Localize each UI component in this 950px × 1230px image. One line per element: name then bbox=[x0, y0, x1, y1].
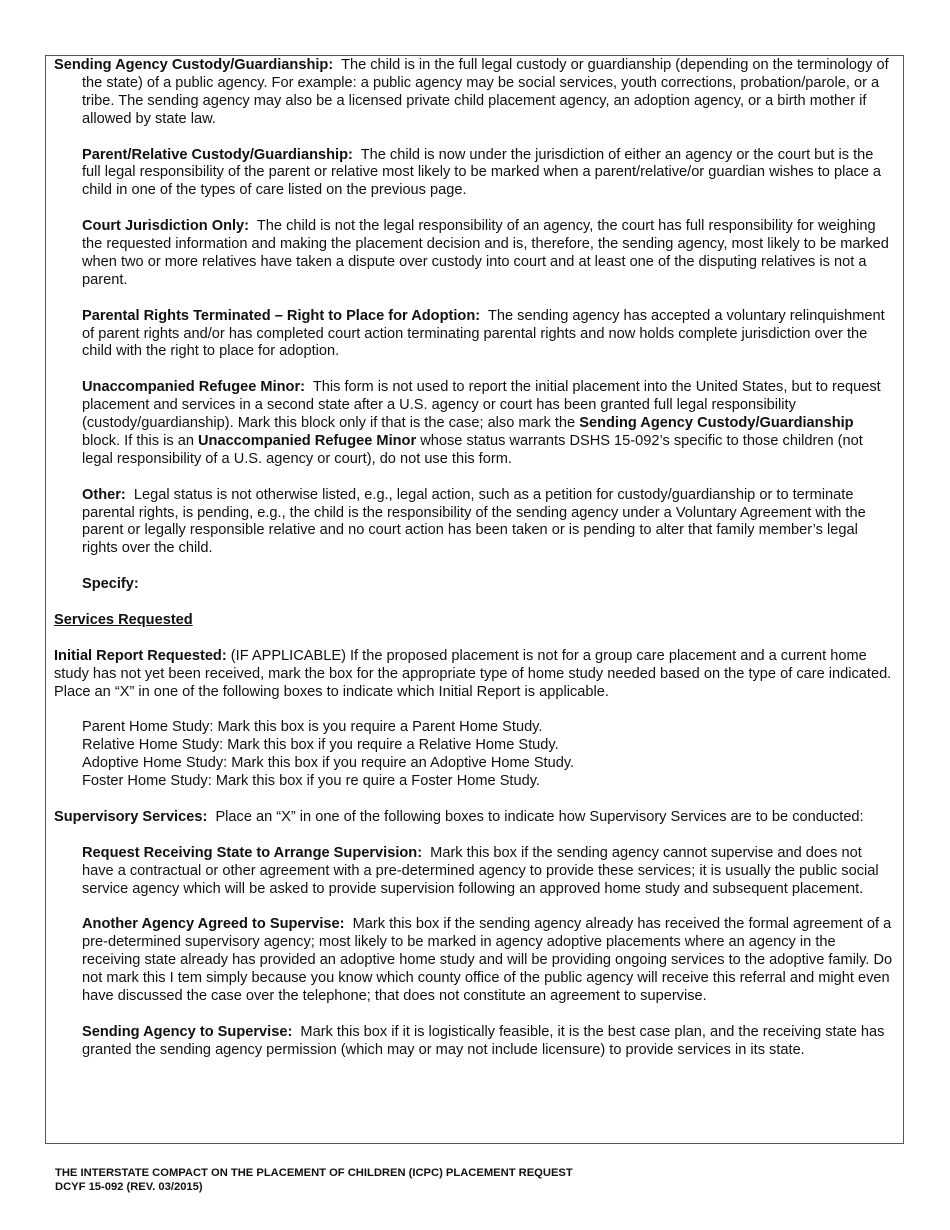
other-paragraph bbox=[82, 487, 894, 559]
specify-line bbox=[82, 576, 894, 594]
home-study-list bbox=[82, 719, 894, 791]
other-text: Legal status is not otherwise listed, e.g., legal action, such as a petition for custody/guardianship or to terminate parental rights, is pending, e.g., the child is the responsibility of the sending agency under a Voluntary Agreement with the parent or legally responsible relative and no court action has been taken or is pending to alter that family member’s legal rights over the child. bbox=[82, 486, 866, 557]
parental-rights-text: The sending agency has accepted a voluntary relinquishment of parent rights and/or has completed court action terminating parental rights and now holds complete jurisdiction over the child with the right to place for adoption. bbox=[82, 307, 885, 360]
home-study-item: Foster Home Study: Mark this box if you re quire a Foster Home Study. bbox=[82, 773, 540, 790]
refugee-text-c: whose status warrants DSHS 15-092’s specific to those children (not legal responsibility of a U.S. agency or court), do not use this form. bbox=[82, 432, 863, 467]
refugee-title: Unaccompanied Refugee Minor: bbox=[82, 379, 305, 396]
sending-agency-text: The child is in the full legal custody or guardianship (depending on the terminology of the state) of a public agency. For example: a public agency may be social services, youth corrections, probation/parole, or a tribe. The sending agency may also be a licensed private child placement agency, an adoption agency, or a birth mother if allowed by state law. bbox=[82, 57, 889, 127]
request-receiving-title: Request Receiving State to Arrange Supervision: bbox=[82, 844, 423, 861]
supervisory-paragraph bbox=[54, 809, 894, 827]
court-jurisdiction-title: Court Jurisdiction Only: bbox=[82, 218, 250, 235]
refugee-text-b: block. If this is an bbox=[82, 432, 194, 449]
refugee-bold-a: Sending Agency Custody/Guardianship bbox=[579, 415, 854, 432]
parental-rights-title: Parental Rights Terminated – Right to Place for Adoption: bbox=[82, 307, 481, 324]
sending-agency-paragraph bbox=[54, 57, 894, 129]
another-agency-text: Mark this box if the sending agency already has received the formal agreement of a pre-determined supervisory agency; most likely to be marked in agency adoptive placements where an agency in the receiving state already has provided an adoptive home study and will be providing ongoing services to the adoptive family. Do not mark this I tem simply because you know which county office of the public agency will receive this referral and might even have discussed the case over the telephone; that does not constitute an agreement to supervise. bbox=[82, 916, 893, 1004]
sending-supervise-text: Mark this box if it is logistically feasible, it is the best case plan, and the receiving state has granted the sending agency permission (which may or may not include licensure) to provide services in its state. bbox=[82, 1023, 885, 1058]
footer-form-title: THE INTERSTATE COMPACT ON THE PLACEMENT OF CHILDREN (ICPC) PLACEMENT REQUEST bbox=[55, 1167, 573, 1179]
initial-report-text: (IF APPLICABLE) If the proposed placement is not for a group care placement and a current home study has not yet been received, mark the box for the appropriate type of home study needed based on the type of care indicated. Place an “X” in one of the following boxes to indicate which Initial Report is applicable. bbox=[54, 647, 892, 700]
sending-agency-title: Sending Agency Custody/Guardianship: bbox=[54, 57, 334, 73]
parental-rights-paragraph bbox=[82, 308, 894, 362]
parent-relative-title: Parent/Relative Custody/Guardianship: bbox=[82, 146, 353, 163]
refugee-bold-b: Unaccompanied Refugee Minor bbox=[198, 432, 417, 449]
supervisory-title: Supervisory Services: bbox=[54, 808, 208, 825]
home-study-item: Adoptive Home Study: Mark this box if you require an Adoptive Home Study. bbox=[82, 755, 575, 772]
page-footer bbox=[55, 1166, 573, 1194]
refugee-text-a: This form is not used to report the initial placement into the United States, but to request placement and services in a second state after a U.S. agency or court has been granted full legal responsibility (custody/guardianship). Mark this block only if that is the case; also mark the bbox=[82, 379, 881, 432]
sending-supervise-title: Sending Agency to Supervise: bbox=[82, 1023, 293, 1040]
specify-label: Specify: bbox=[82, 576, 139, 593]
parent-relative-text: The child is now under the jurisdiction of either an agency or the court but is the full legal responsibility of the parent or relative most likely to be marked when a parent/relative/or guardian wishes to place a child in one of the types of care listed on the previous page. bbox=[82, 146, 882, 199]
form-content bbox=[54, 57, 894, 1060]
initial-report-paragraph bbox=[54, 648, 894, 702]
court-jurisdiction-text: The child is not the legal responsibility of an agency, the court has full responsibility for weighing the requested information and making the placement decision and is, therefore, the sending agency, most likely to be marked when two or more relatives have taken a dispute over custody into court and at least one of the disputing relatives is not a parent. bbox=[82, 218, 889, 288]
sending-supervise-paragraph bbox=[82, 1024, 894, 1060]
services-heading: Services Requested bbox=[54, 611, 193, 628]
request-receiving-paragraph bbox=[82, 845, 894, 899]
footer-form-number: DCYF 15-092 (REV. 03/2015) bbox=[55, 1181, 203, 1193]
other-title: Other: bbox=[82, 486, 126, 503]
refugee-paragraph bbox=[82, 379, 894, 469]
home-study-item: Parent Home Study: Mark this box is you require a Parent Home Study. bbox=[82, 719, 543, 736]
parent-relative-paragraph bbox=[82, 147, 894, 201]
home-study-item: Relative Home Study: Mark this box if you require a Relative Home Study. bbox=[82, 737, 559, 754]
form-frame bbox=[45, 55, 904, 1144]
court-jurisdiction-paragraph bbox=[82, 218, 894, 290]
another-agency-title: Another Agency Agreed to Supervise: bbox=[82, 916, 345, 933]
another-agency-paragraph bbox=[82, 916, 894, 1006]
supervisory-text: Place an “X” in one of the following boxes to indicate how Supervisory Services are to be conducted: bbox=[215, 808, 864, 825]
request-receiving-text: Mark this box if the sending agency cannot supervise and does not have a contractual or other agreement with a pre-determined agency to provide these services; it is usually the public social service agency which will be asked to provide supervision following an approved home study and subsequent placement. bbox=[82, 844, 879, 897]
initial-report-title: Initial Report Requested: bbox=[54, 647, 227, 664]
services-heading-line bbox=[54, 612, 894, 630]
